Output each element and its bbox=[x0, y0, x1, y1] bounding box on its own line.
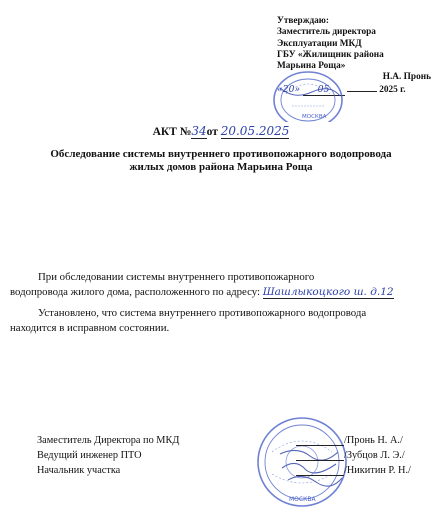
approval-header: Утверждаю: bbox=[277, 16, 329, 26]
act-date: 20.05.2025 bbox=[220, 124, 290, 138]
approval-name: Н.А. Пронь bbox=[382, 72, 431, 83]
approval-line-1: Заместитель директора bbox=[277, 27, 376, 38]
approval-line-2: Эксплуатации МКД bbox=[277, 38, 362, 49]
signature-position-3: Начальник участка bbox=[37, 465, 121, 476]
paragraph-1-cont: водопровода жилого дома, расположенного по адресу: bbox=[10, 285, 260, 298]
paragraph-1 bbox=[10, 270, 435, 299]
approval-line-4: Марьина Роща» bbox=[277, 61, 346, 72]
signature-position-1: Заместитель Директора по МКД bbox=[37, 435, 180, 446]
signature-name-2: /Зубцов Л. Э./ bbox=[344, 450, 405, 461]
approval-line-3: ГБУ «Жилищник района bbox=[277, 49, 384, 60]
paragraph-2-cont: находится в исправном состоянии. bbox=[10, 321, 170, 334]
subject-line-1: Обследование системы внутреннего противопожарного водопровода bbox=[50, 148, 392, 160]
stamp-bottom-text: МОСКВА bbox=[289, 496, 316, 503]
act-title bbox=[0, 124, 442, 138]
signature-line-3 bbox=[296, 475, 344, 476]
signature-line-1 bbox=[296, 445, 344, 446]
approval-day: «20» bbox=[277, 83, 301, 95]
approval-year: 2025 г. bbox=[379, 84, 406, 95]
act-from: от bbox=[206, 126, 218, 138]
approval-month: 05 bbox=[303, 84, 345, 96]
act-prefix: АКТ № bbox=[152, 126, 192, 138]
address: Шашлыкоцкого ш. д.12 bbox=[262, 285, 394, 298]
stamp-top-text: МОСКВА bbox=[302, 114, 327, 120]
subject bbox=[0, 148, 442, 174]
paragraph-2-start: Установлено, что система внутреннего противопожарного водопровода bbox=[38, 307, 367, 319]
paragraph-1-start: При обследовании системы внутреннего противопожарного bbox=[38, 271, 315, 283]
subject-line-2: жилых домов района Марьина Роща bbox=[129, 161, 313, 173]
signature-line-2 bbox=[296, 460, 344, 461]
signature-position-2: Ведущий инженер ПТО bbox=[37, 450, 142, 461]
signature-name-1: /Пронь Н. А./ bbox=[344, 435, 403, 446]
act-number: 34 bbox=[191, 124, 207, 138]
signature-name-3: /Никитин Р. Н./ bbox=[344, 465, 411, 476]
paragraph-2 bbox=[10, 306, 435, 335]
